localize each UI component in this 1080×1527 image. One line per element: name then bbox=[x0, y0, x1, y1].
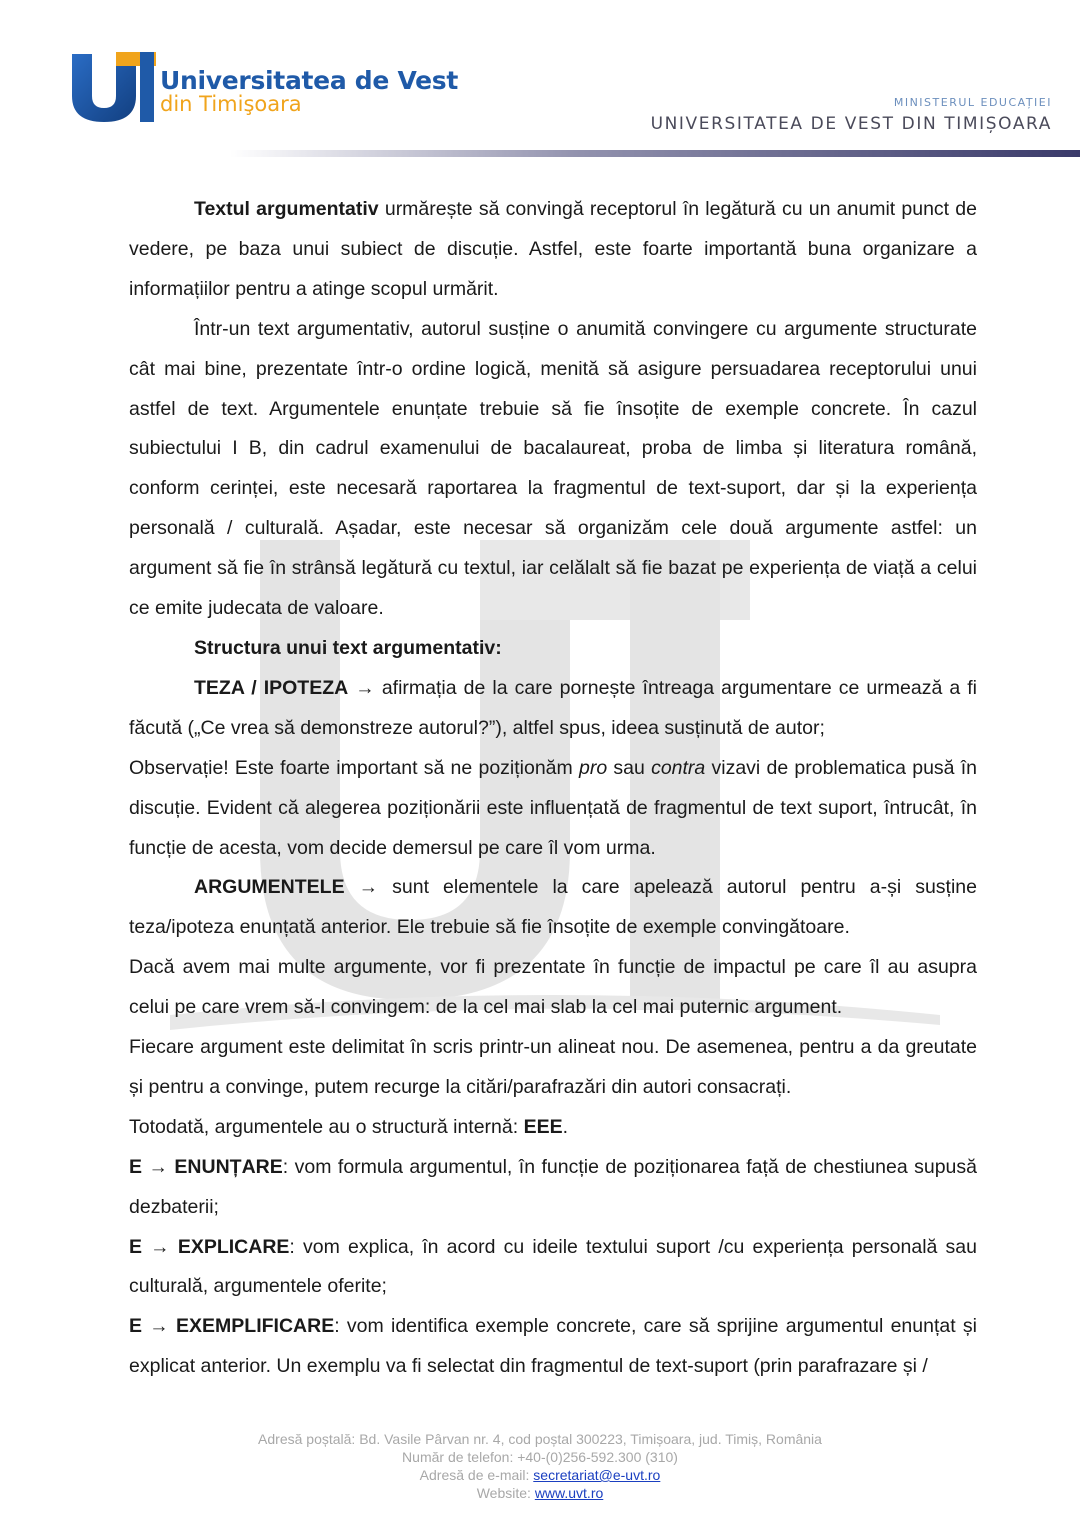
teza-text: → afirmația de la care pornește întreaga argumentare ce urmează a fi făcută („Ce vrea să demonstreze autorul?”), altfel spus, ideea susținută de autor; bbox=[129, 676, 977, 739]
paragraph-exemplificare bbox=[129, 1307, 977, 1387]
paragraph-multiple-arguments: Dacă avem mai multe argumente, vor fi prezentate în funcție de impactul pe care îl au asupra celui pe care vrem să-l convingem: de la cel mai slab la cel mai puternic argument. bbox=[129, 956, 977, 1019]
footer-address: Adresă poștală: Bd. Vasile Pârvan nr. 4, cod poștal 300223, Timișoara, jud. Timiș, România bbox=[258, 1431, 822, 1447]
footer-email-line bbox=[0, 1466, 1080, 1484]
enuntare-label: E → ENUNȚARE bbox=[129, 1155, 283, 1178]
page-footer bbox=[0, 1430, 1080, 1502]
explicare-label: E → EXPLICARE bbox=[129, 1235, 290, 1258]
ministry-label: MINISTERUL EDUCAȚIEI bbox=[893, 96, 1052, 109]
footer-phone: Număr de telefon: +40-(0)256-592.300 (310) bbox=[402, 1449, 678, 1465]
logo-city: din Timişoara bbox=[160, 92, 302, 116]
obs-text-a: Observație! Este foarte important să ne poziționăm bbox=[129, 756, 579, 779]
teza-label: TEZA / IPOTEZA bbox=[194, 676, 349, 699]
document-body bbox=[129, 190, 977, 1387]
explicare-text: : vom explica, în acord cu ideile textului suport /cu experiența personală sau culturală, argumentele oferite; bbox=[129, 1235, 977, 1298]
obs-pro: pro bbox=[579, 756, 608, 779]
footer-website-label: Website: bbox=[476, 1485, 535, 1501]
argumente-label: ARGUMENTELE bbox=[194, 876, 345, 899]
exemplificare-text: : vom identifica exemple concrete, care să sprijine argumentul enunțat și explicat anterior. Un exemplu va fi selectat din fragmentul de text-suport (prin parafrazare și / bbox=[129, 1315, 977, 1378]
paragraph-enuntare bbox=[129, 1148, 977, 1228]
obs-text-b: sau bbox=[607, 756, 652, 779]
university-logo bbox=[70, 50, 459, 130]
footer-email-link[interactable]: secretariat@e-uvt.ro bbox=[533, 1467, 661, 1483]
footer-email-label: Adresă de e-mail: bbox=[419, 1467, 534, 1483]
paragraph-intro-text: urmărește să convingă receptorul în legătură cu un anumit punct de vedere, pe baza unui subiect de discuție. Astfel, este foarte importantă buna organizare a informațiilor pentru a atinge scopul urmărit. bbox=[129, 198, 977, 300]
structure-heading-text: Structura unui text argumentativ: bbox=[194, 636, 502, 659]
uvt-logo-mark bbox=[70, 50, 160, 130]
header-divider bbox=[230, 150, 1080, 157]
term-argumentative-text: Textul argumentativ bbox=[194, 198, 379, 220]
paragraph-teza bbox=[129, 669, 977, 749]
footer-website-line bbox=[0, 1484, 1080, 1502]
paragraph-explicare bbox=[129, 1228, 977, 1308]
enuntare-text: : vom formula argumentul, în funcție de poziționarea față de chestiunea supusă dezbaterii; bbox=[129, 1155, 977, 1218]
paragraph-internal-structure bbox=[129, 1108, 977, 1148]
internal-structure-text: Totodată, argumentele au o structură internă: bbox=[129, 1115, 524, 1138]
footer-website-link[interactable]: www.uvt.ro bbox=[534, 1485, 604, 1501]
structure-heading bbox=[129, 629, 977, 669]
paragraph-intro bbox=[129, 190, 977, 310]
paragraph-argumentative: Într-un text argumentativ, autorul susține o anumită convingere cu argumente structurate cât mai bine, prezentate într-o ordine logică, menită să asigure persuadarea receptorului unui astfel de text. Argumentele enunțate trebuie să fie însoțite de exemple concrete. În cazul subiectului I B, din cadrul examenului de bacalaureat, proba de limba și literatura română, conform cerinței, este necesară raportarea la fragmentul de text-suport, dar și la experiența personală / culturală. Așadar, este necesar să organizăm cele două argumente astfel: un argument să fie în strânsă legătură cu textul, iar celălalt să fie bazat pe experiența de viață a celui ce emite judecata de valoare. bbox=[129, 317, 977, 620]
eee-label: EEE bbox=[523, 1115, 563, 1138]
obs-text-c: vizavi de problematica pusă în discuție. Evident că alegerea poziționării este influențată de fragmentul de text suport, întrucât, în funcție de acesta, vom decide demersul pe care îl vom urma. bbox=[129, 756, 978, 859]
paragraph-observatie bbox=[129, 749, 977, 869]
paragraph-argumente bbox=[129, 868, 977, 948]
argumente-text: → sunt elementele la care apelează autorul pentru a-și susține teza/ipoteza enunțată anterior. Ele trebuie să fie însoțite de exemple convingătoare. bbox=[129, 876, 977, 939]
exemplificare-label: E → EXEMPLIFICARE bbox=[129, 1315, 335, 1338]
internal-structure-end: . bbox=[562, 1115, 569, 1138]
logo-university-name: Universitatea de Vest bbox=[160, 66, 459, 95]
paragraph-each-argument: Fiecare argument este delimitat în scris printr-un alineat nou. De asemenea, pentru a da greutate și pentru a convinge, putem recurge la citări/parafrazări din autori consacrați. bbox=[129, 1036, 977, 1098]
university-title: UNIVERSITATEA DE VEST DIN TIMIȘOARA bbox=[650, 114, 1052, 134]
obs-contra: contra bbox=[651, 756, 706, 779]
